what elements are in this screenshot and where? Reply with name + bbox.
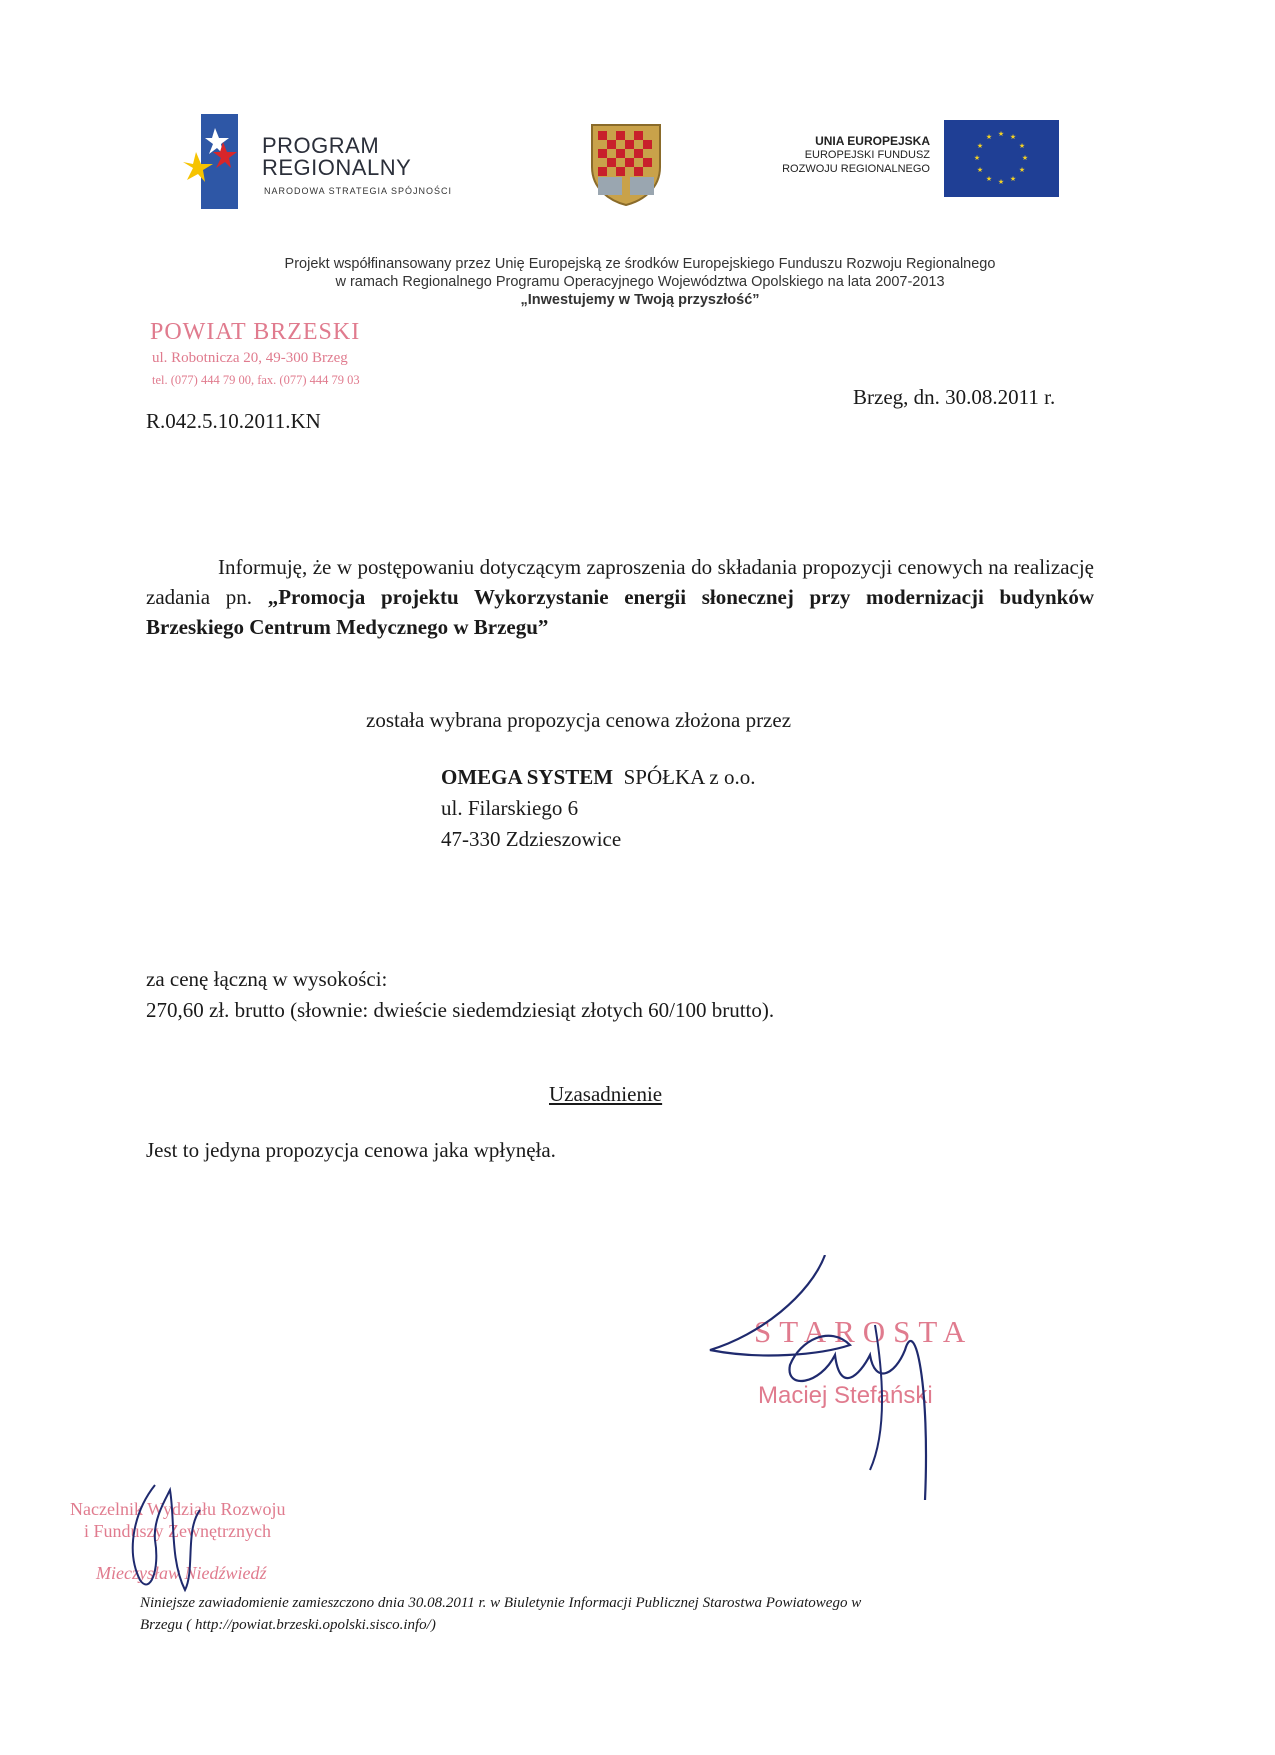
intro-text: Informuję, że w postępowaniu dotyczącym zaproszenia do składania propozycji cenowych na realizację zadania pn.	[146, 555, 1094, 609]
price-block	[146, 964, 774, 1026]
department-head-signature-icon	[115, 1480, 215, 1600]
svg-text:★: ★	[1018, 166, 1026, 174]
svg-text:★: ★	[976, 142, 984, 150]
program-subtitle: NARODOWA STRATEGIA SPÓJNOŚCI	[264, 186, 453, 196]
stamp-address: ul. Robotnicza 20, 49-300 Brzeg	[152, 350, 348, 366]
publication-footnote	[140, 1592, 1070, 1636]
svg-text:★: ★	[976, 166, 984, 174]
justification-text: Jest to jedyna propozycja cenowa jaka wpłynęła.	[146, 1138, 556, 1162]
svg-text:★: ★	[997, 130, 1005, 138]
program-regionalny-logo-icon	[183, 114, 238, 209]
department-head-name: Mieczysław Niedźwiedź	[96, 1563, 267, 1583]
task-name: „Promocja projektu Wykorzystanie energii słonecznej przy modernizacji budynków Brzeskiego Centrum Medycznego w Brzegu”	[146, 585, 1095, 639]
svg-text:★: ★	[1018, 142, 1026, 150]
justification-heading: Uzasadnienie	[549, 1082, 663, 1106]
footnote-line-2: Brzegu ( http://powiat.brzeski.opolski.sisco.info/)	[140, 1617, 436, 1633]
project-line-2: w ramach Regionalnego Programu Operacyjnego Województwa Opolskiego na lata 2007-2013	[335, 274, 945, 290]
program-regionalny-title	[262, 135, 411, 179]
svg-text:★: ★	[997, 178, 1005, 186]
svg-text:★: ★	[985, 175, 993, 183]
starosta-stamp-title: STAROSTA	[754, 1314, 974, 1349]
opolskie-coat-of-arms-icon	[590, 123, 662, 207]
svg-text:★: ★	[985, 133, 993, 141]
intro-paragraph	[146, 552, 1094, 642]
program-title-line-2: REGIONALNY	[262, 155, 412, 180]
eu-label-line-3: ROZWOJU REGIONALNEGO	[782, 163, 930, 175]
stamp-phone: tel. (077) 444 79 00, fax. (077) 444 79 03	[152, 373, 360, 387]
company-name-legal-form: SPÓŁKA z o.o.	[623, 765, 756, 789]
project-funding-note	[140, 255, 1140, 309]
starosta-stamp-name: Maciej Stefański	[758, 1382, 933, 1409]
company-name	[441, 762, 755, 793]
eu-label-line-1: UNIA EUROPEJSKA	[815, 134, 930, 148]
footnote-line-1: Niniejsze zawiadomienie zamieszczono dnia 30.08.2011 r. w Biuletynie Informacji Publicznej Starostwa Powiatowego w	[140, 1595, 862, 1611]
company-address-block	[441, 762, 755, 855]
project-line-1: Projekt współfinansowany przez Unię Europejską ze środków Europejskiego Funduszu Rozwoju Regionalnego	[284, 256, 996, 272]
selected-offer-text: została wybrana propozycja cenowa złożona przez	[366, 708, 792, 732]
document-date: Brzeg, dn. 30.08.2011 r.	[853, 385, 1056, 409]
company-city: 47-330 Zdzieszowice	[441, 827, 622, 851]
eu-flag-icon	[944, 120, 1059, 197]
starosta-signature-icon	[700, 1255, 990, 1505]
stamp-name: POWIAT BRZESKI	[150, 319, 361, 345]
project-slogan: „Inwestujemy w Twoją przyszłość”	[520, 292, 760, 308]
svg-text:★: ★	[973, 154, 981, 162]
price-value: 270,60 zł. brutto (słownie: dwieście siedemdziesiąt złotych 60/100 brutto).	[146, 998, 775, 1022]
reference-number: R.042.5.10.2011.KN	[146, 409, 321, 433]
svg-text:★: ★	[1009, 133, 1017, 141]
head-title-line-2: i Funduszy Zewnętrznych	[84, 1521, 271, 1541]
head-title-line-1: Naczelnik Wydziału Rozwoju	[70, 1499, 286, 1519]
svg-text:★: ★	[1009, 175, 1017, 183]
company-street: ul. Filarskiego 6	[441, 796, 579, 820]
company-name-bold: OMEGA SYSTEM	[441, 765, 614, 789]
svg-text:★: ★	[1021, 154, 1029, 162]
program-title-line-1: PROGRAM	[262, 133, 380, 158]
issuer-stamp	[150, 319, 360, 388]
price-label: za cenę łączną w wysokości:	[146, 967, 388, 991]
eu-label-line-2: EUROPEJSKI FUNDUSZ	[804, 149, 930, 161]
eu-fund-label	[700, 134, 930, 176]
